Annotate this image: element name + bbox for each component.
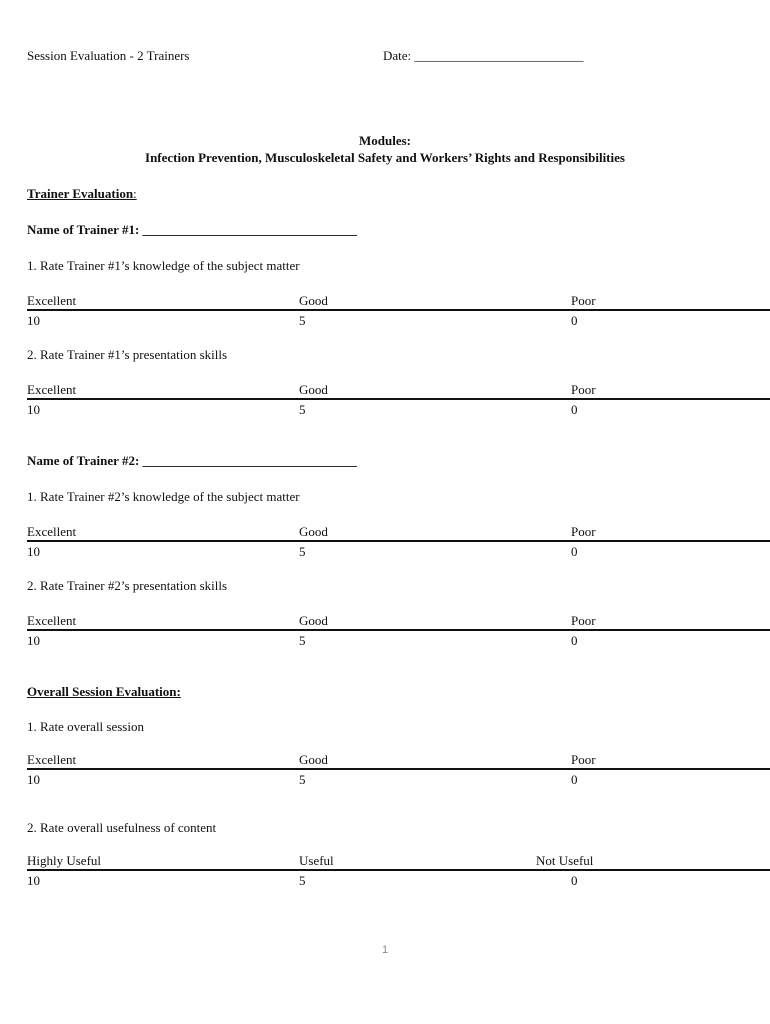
rating-scale-trainer1-q1[interactable] (27, 293, 770, 331)
scale-label-good: Good (299, 293, 328, 308)
scale-label-excellent: Excellent (27, 613, 77, 628)
scale-value-0: 0 (571, 544, 578, 559)
scale-value-0: 0 (571, 873, 578, 888)
scale-value-5: 5 (299, 633, 306, 648)
scale-value-0: 0 (571, 633, 578, 648)
trainer1-question-2: 2. Rate Trainer #1’s presentation skills (27, 347, 228, 362)
scale-label-poor: Poor (571, 293, 596, 308)
scale-rule (27, 540, 770, 542)
scale-label-not-useful: Not Useful (536, 853, 594, 868)
trainer-evaluation-heading (27, 186, 137, 202)
scale-value-10: 10 (27, 544, 40, 559)
scale-value-0: 0 (571, 402, 578, 417)
date-field[interactable]: Date: __________________________ (383, 48, 584, 63)
scale-value-10: 10 (27, 402, 40, 417)
scale-label-poor: Poor (571, 613, 596, 628)
scale-label-good: Good (299, 524, 328, 539)
modules-list: Infection Prevention, Musculoskeletal Safety and Workers’ Rights and Responsibilities (145, 150, 625, 165)
scale-rule (27, 398, 770, 400)
scale-value-5: 5 (299, 544, 306, 559)
scale-value-10: 10 (27, 873, 40, 888)
scale-value-5: 5 (299, 772, 306, 787)
scale-value-10: 10 (27, 633, 40, 648)
scale-value-10: 10 (27, 313, 40, 328)
rating-scale-trainer2-q1[interactable] (27, 524, 770, 562)
page-number: 1 (381, 944, 389, 956)
scale-label-poor: Poor (571, 752, 596, 767)
scale-label-good: Good (299, 613, 328, 628)
trainer-evaluation-heading-colon: : (133, 186, 137, 201)
document-title: Session Evaluation - 2 Trainers (27, 48, 190, 63)
rating-scale-trainer2-q2[interactable] (27, 613, 770, 651)
scale-label-excellent: Excellent (27, 752, 77, 767)
trainer2-question-1: 1. Rate Trainer #2’s knowledge of the subject matter (27, 489, 300, 504)
scale-value-5: 5 (299, 873, 306, 888)
scale-value-5: 5 (299, 402, 306, 417)
scale-value-0: 0 (571, 313, 578, 328)
rating-scale-overall-session[interactable] (27, 752, 770, 790)
scale-label-poor: Poor (571, 382, 596, 397)
rating-scale-trainer1-q2[interactable] (27, 382, 770, 420)
scale-value-0: 0 (571, 772, 578, 787)
trainer1-name-field[interactable]: Name of Trainer #1: _________________________________ (27, 222, 358, 237)
rating-scale-usefulness[interactable] (27, 853, 770, 891)
trainer2-name-field[interactable]: Name of Trainer #2: _________________________________ (27, 453, 358, 468)
scale-label-good: Good (299, 752, 328, 767)
modules-heading: Modules: (359, 133, 411, 148)
scale-value-5: 5 (299, 313, 306, 328)
scale-label-good: Good (299, 382, 328, 397)
trainer1-question-1: 1. Rate Trainer #1’s knowledge of the subject matter (27, 258, 300, 273)
scale-rule (27, 869, 770, 871)
scale-rule (27, 309, 770, 311)
trainer-evaluation-heading-text: Trainer Evaluation (27, 186, 134, 201)
overall-evaluation-heading: Overall Session Evaluation: (27, 684, 181, 699)
scale-label-excellent: Excellent (27, 382, 77, 397)
overall-question-1: 1. Rate overall session (27, 719, 144, 734)
scale-value-10: 10 (27, 772, 40, 787)
scale-rule (27, 768, 770, 770)
scale-rule (27, 629, 770, 631)
scale-label-poor: Poor (571, 524, 596, 539)
scale-label-highly-useful: Highly Useful (27, 853, 102, 868)
trainer2-question-2: 2. Rate Trainer #2’s presentation skills (27, 578, 228, 593)
scale-label-excellent: Excellent (27, 293, 77, 308)
scale-label-excellent: Excellent (27, 524, 77, 539)
overall-question-2: 2. Rate overall usefulness of content (27, 820, 217, 835)
scale-label-useful: Useful (299, 853, 334, 868)
